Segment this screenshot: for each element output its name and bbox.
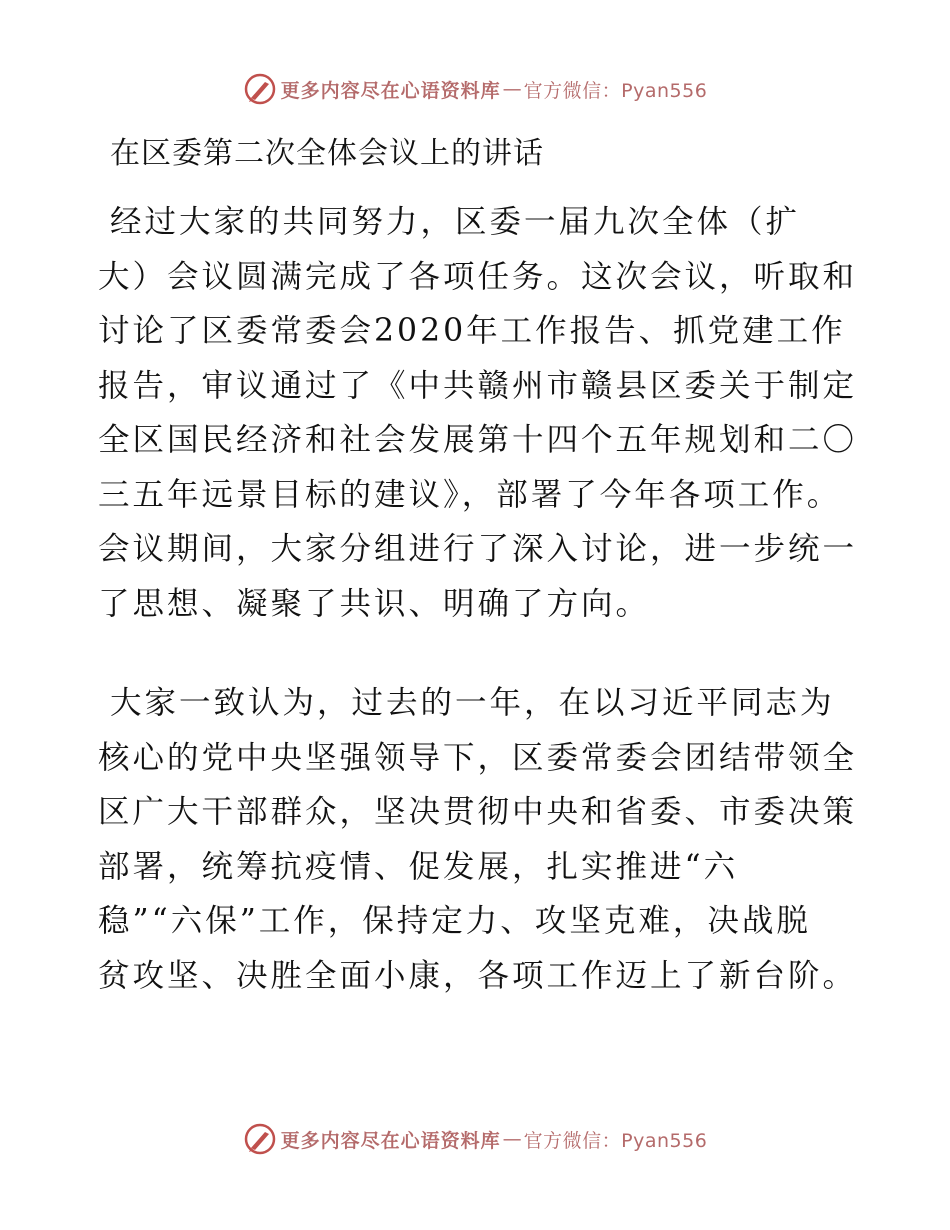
paragraph-line: 报告，审议通过了《中共赣州市赣县区委关于制定 xyxy=(98,367,858,404)
paragraph-line: 贫攻坚、决胜全面小康，各项工作迈上了新台阶。 xyxy=(98,957,858,994)
paragraph-line: 讨论了区委常委会2020年工作报告、抓党建工作 xyxy=(98,313,846,349)
paragraph-line: 全区国民经济和社会发展第十四个五年规划和二〇 xyxy=(98,422,858,458)
paragraph-line: 了思想、凝聚了共识、明确了方向。 xyxy=(98,585,651,622)
paragraph-line: 会议期间，大家分组进行了深入讨论，进一步统一 xyxy=(98,531,858,567)
document-title: 在区委第二次全体会议上的讲话 xyxy=(110,136,544,171)
paragraph-line: 经过大家的共同努力，区委一届九次全体（扩 xyxy=(110,204,801,240)
watermark-footer xyxy=(0,1122,950,1156)
watermark-separator: — xyxy=(502,1128,522,1150)
watermark-header xyxy=(0,72,950,106)
paragraph-line: 大家一致认为，过去的一年，在以习近平同志为 xyxy=(110,685,835,721)
paragraph-line: 大）会议圆满完成了各项任务。这次会议，听取和 xyxy=(98,258,858,295)
pen-logo-icon xyxy=(243,1122,277,1156)
watermark-brand: 更多内容尽在心语资料库 xyxy=(280,1129,501,1152)
paragraph-line: 部署，统筹抗疫情、促发展，扎实推进“六 xyxy=(98,848,739,885)
pen-logo-icon xyxy=(243,72,277,106)
paragraph-line: 稳”“六保”工作，保持定力、攻坚克难，决战脱 xyxy=(98,903,811,939)
paragraph-1 xyxy=(98,195,858,631)
paragraph-2 xyxy=(98,676,858,1003)
watermark-brand: 更多内容尽在心语资料库 xyxy=(280,79,501,102)
paragraph-line: 核心的党中央坚强领导下，区委常委会团结带领全 xyxy=(98,739,858,776)
paragraph-line: 三五年远景目标的建议》，部署了今年各项工作。 xyxy=(98,476,842,513)
watermark-wechat: 官方微信：Pyan556 xyxy=(523,1129,708,1152)
paragraph-line: 区广大干部群众，坚决贯彻中央和省委、市委决策 xyxy=(98,794,858,830)
watermark-separator: — xyxy=(502,78,522,100)
watermark-wechat: 官方微信：Pyan556 xyxy=(523,79,708,102)
